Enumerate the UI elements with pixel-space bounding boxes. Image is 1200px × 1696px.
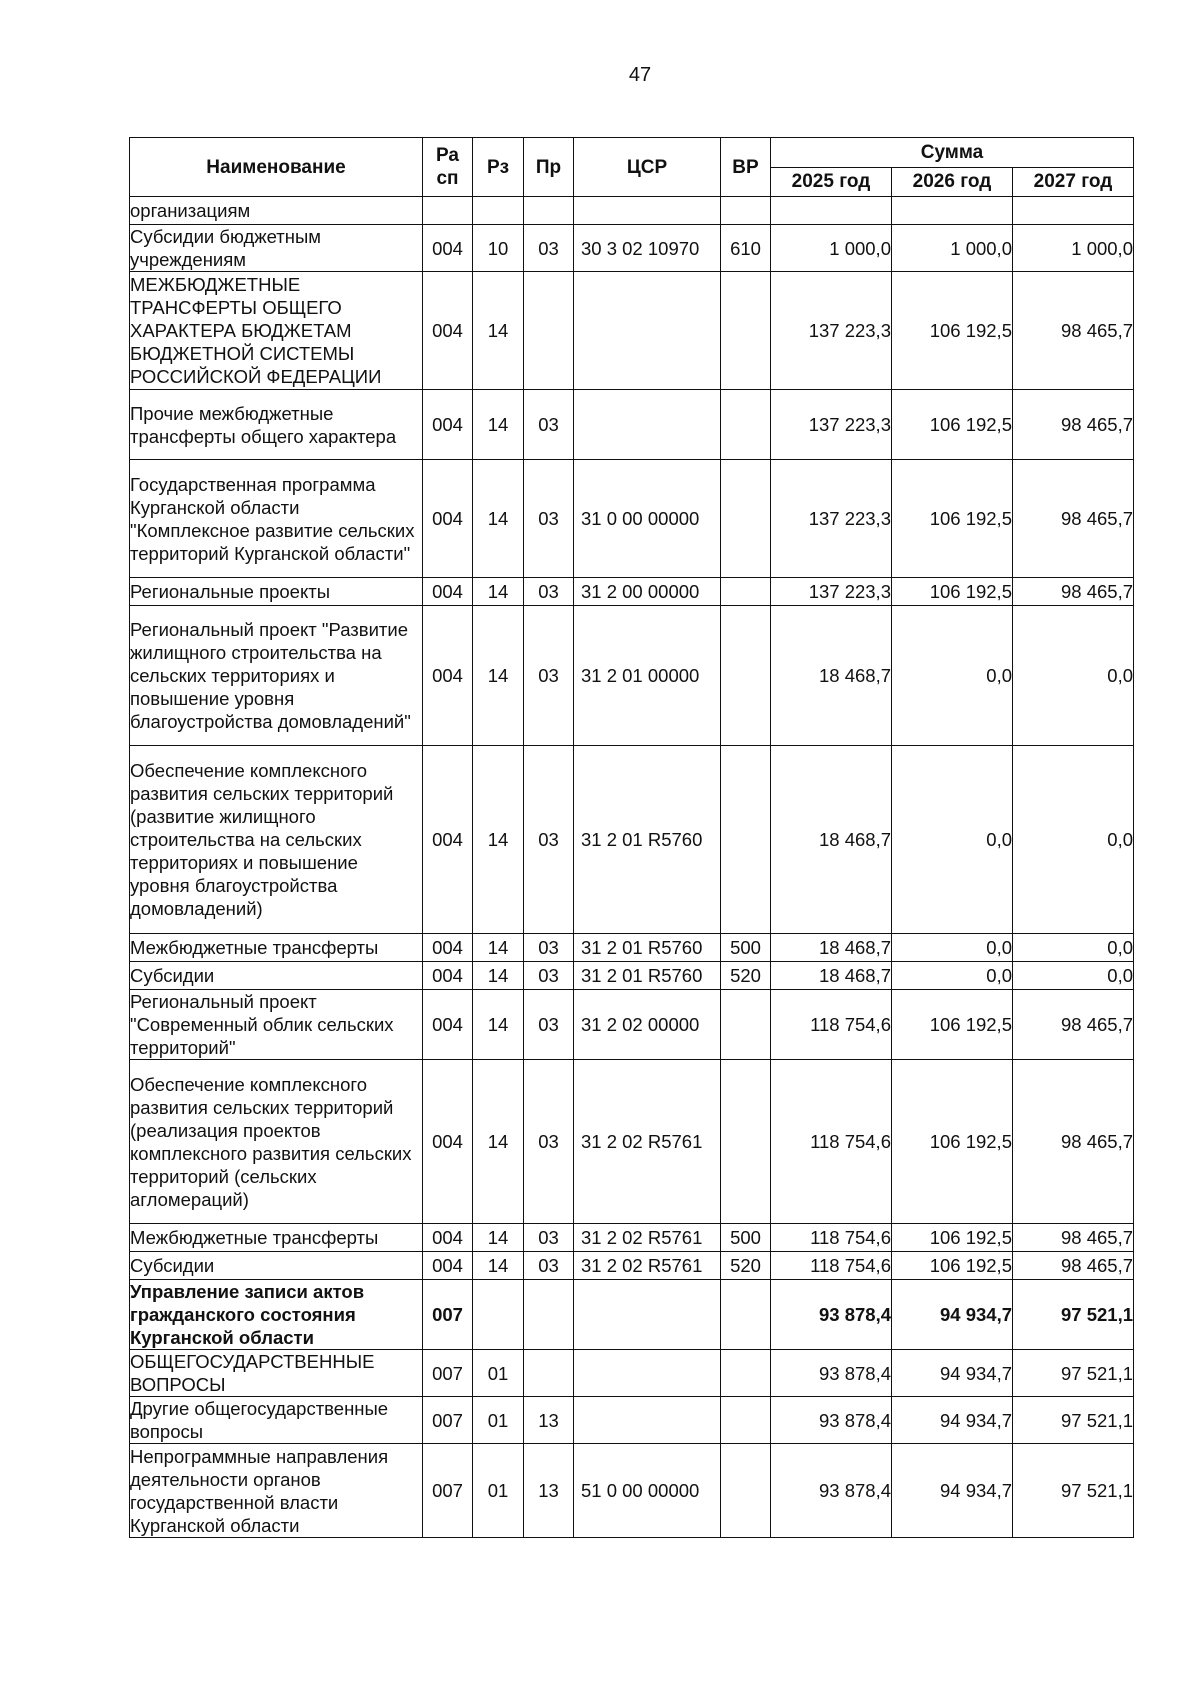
cell-y2026: 106 192,5: [892, 460, 1013, 578]
cell-y2027: 98 465,7: [1013, 460, 1134, 578]
cell-csr: 31 2 01 R5760: [574, 746, 721, 934]
table-row: [130, 390, 1134, 460]
cell-csr: 31 2 02 R5761: [574, 1224, 721, 1252]
cell-csr: 31 2 02 R5761: [574, 1060, 721, 1224]
cell-vr: [721, 1397, 771, 1444]
cell-y2026: 94 934,7: [892, 1280, 1013, 1350]
cell-y2026: 0,0: [892, 746, 1013, 934]
table-row: [130, 1224, 1134, 1252]
cell-csr: 31 2 00 00000: [574, 578, 721, 606]
header-rasp: Ра сп: [423, 138, 473, 197]
cell-y2027: 98 465,7: [1013, 1060, 1134, 1224]
cell-vr: [721, 746, 771, 934]
cell-y2025: 18 468,7: [771, 606, 892, 746]
cell-rasp: 007: [423, 1350, 473, 1397]
cell-vr: 500: [721, 1224, 771, 1252]
cell-y2027: 98 465,7: [1013, 990, 1134, 1060]
cell-name: Межбюджетные трансферты: [130, 1224, 423, 1252]
cell-rasp: 004: [423, 1224, 473, 1252]
cell-pr: 03: [524, 1224, 574, 1252]
header-year-2027: 2027 год: [1013, 167, 1134, 197]
cell-vr: 520: [721, 1252, 771, 1280]
cell-name: Другие общегосударственные вопросы: [130, 1397, 423, 1444]
table-row: [130, 225, 1134, 272]
cell-rasp: 004: [423, 1060, 473, 1224]
table-row: [130, 1350, 1134, 1397]
header-year-2026: 2026 год: [892, 167, 1013, 197]
table-row: [130, 460, 1134, 578]
cell-name: Управление записи актов гражданского состояния Курганской области: [130, 1280, 423, 1350]
table-header: [130, 138, 1134, 197]
table-row: [130, 1397, 1134, 1444]
cell-pr: 03: [524, 578, 574, 606]
table-row: [130, 272, 1134, 390]
cell-rasp: 004: [423, 934, 473, 962]
cell-y2026: 94 934,7: [892, 1444, 1013, 1538]
cell-csr: 31 2 01 R5760: [574, 962, 721, 990]
cell-rasp: 004: [423, 460, 473, 578]
cell-name: Обеспечение комплексного развития сельских территорий (реализация проектов комплексного развития сельских территорий (сельских агломераций): [130, 1060, 423, 1224]
cell-rasp: 004: [423, 606, 473, 746]
cell-y2027: 98 465,7: [1013, 1252, 1134, 1280]
cell-y2026: 106 192,5: [892, 578, 1013, 606]
table-row: [130, 197, 1134, 225]
cell-name: Субсидии: [130, 1252, 423, 1280]
cell-rasp: 007: [423, 1444, 473, 1538]
cell-y2026: 106 192,5: [892, 990, 1013, 1060]
cell-y2026: 1 000,0: [892, 225, 1013, 272]
cell-rasp: 004: [423, 272, 473, 390]
header-pr: Пр: [524, 138, 574, 197]
header-rz: Рз: [473, 138, 524, 197]
cell-csr: [574, 1350, 721, 1397]
table-body: [130, 197, 1134, 1538]
cell-y2025: 118 754,6: [771, 1224, 892, 1252]
cell-csr: [574, 272, 721, 390]
cell-csr: 31 2 01 00000: [574, 606, 721, 746]
cell-rasp: 004: [423, 1252, 473, 1280]
cell-vr: 610: [721, 225, 771, 272]
cell-y2027: 98 465,7: [1013, 1224, 1134, 1252]
cell-vr: [721, 1060, 771, 1224]
cell-y2025: [771, 197, 892, 225]
cell-csr: [574, 1280, 721, 1350]
cell-name: Государственная программа Курганской области "Комплексное развитие сельских территорий Курганской области": [130, 460, 423, 578]
cell-y2027: 0,0: [1013, 934, 1134, 962]
cell-rz: 14: [473, 606, 524, 746]
header-vr: ВР: [721, 138, 771, 197]
cell-rasp: [423, 197, 473, 225]
table-row: [130, 746, 1134, 934]
cell-csr: [574, 1397, 721, 1444]
cell-y2025: 18 468,7: [771, 746, 892, 934]
cell-csr: 31 2 02 00000: [574, 990, 721, 1060]
cell-name: ОБЩЕГОСУДАРСТВЕННЫЕ ВОПРОСЫ: [130, 1350, 423, 1397]
cell-y2026: 106 192,5: [892, 1060, 1013, 1224]
cell-name: Региональный проект "Развитие жилищного строительства на сельских территориях и повышение уровня благоустройства домовладений": [130, 606, 423, 746]
cell-vr: [721, 606, 771, 746]
cell-y2026: 106 192,5: [892, 1224, 1013, 1252]
cell-y2025: 93 878,4: [771, 1444, 892, 1538]
cell-y2026: 0,0: [892, 962, 1013, 990]
cell-y2025: 118 754,6: [771, 990, 892, 1060]
table-row: [130, 962, 1134, 990]
cell-rz: 14: [473, 1224, 524, 1252]
table-row: [130, 1060, 1134, 1224]
cell-rz: 14: [473, 578, 524, 606]
cell-name: Прочие межбюджетные трансферты общего характера: [130, 390, 423, 460]
cell-y2026: 0,0: [892, 934, 1013, 962]
cell-y2025: 137 223,3: [771, 460, 892, 578]
cell-y2025: 118 754,6: [771, 1060, 892, 1224]
cell-vr: [721, 1350, 771, 1397]
cell-vr: [721, 1280, 771, 1350]
cell-rz: 01: [473, 1397, 524, 1444]
cell-name: Региональный проект "Современный облик сельских территорий": [130, 990, 423, 1060]
cell-csr: 31 2 02 R5761: [574, 1252, 721, 1280]
cell-y2027: 0,0: [1013, 606, 1134, 746]
cell-y2025: 93 878,4: [771, 1280, 892, 1350]
cell-pr: [524, 1350, 574, 1397]
cell-vr: [721, 272, 771, 390]
cell-name: организациям: [130, 197, 423, 225]
header-year-2025: 2025 год: [771, 167, 892, 197]
cell-rz: 14: [473, 746, 524, 934]
cell-rz: 14: [473, 390, 524, 460]
cell-rz: 01: [473, 1350, 524, 1397]
cell-vr: [721, 390, 771, 460]
cell-pr: 03: [524, 990, 574, 1060]
cell-vr: [721, 460, 771, 578]
cell-rasp: 004: [423, 746, 473, 934]
budget-table: [129, 137, 1134, 1538]
cell-rasp: 004: [423, 225, 473, 272]
table-row: [130, 1252, 1134, 1280]
cell-rz: 14: [473, 934, 524, 962]
cell-y2025: 1 000,0: [771, 225, 892, 272]
cell-name: Межбюджетные трансферты: [130, 934, 423, 962]
cell-y2027: [1013, 197, 1134, 225]
table-row: [130, 1444, 1134, 1538]
header-name: Наименование: [130, 138, 423, 197]
cell-csr: 31 2 01 R5760: [574, 934, 721, 962]
cell-y2027: 97 521,1: [1013, 1350, 1134, 1397]
cell-y2027: 98 465,7: [1013, 272, 1134, 390]
cell-y2027: 0,0: [1013, 962, 1134, 990]
cell-rasp: 007: [423, 1397, 473, 1444]
cell-rz: 14: [473, 1252, 524, 1280]
cell-rz: 01: [473, 1444, 524, 1538]
cell-y2027: 1 000,0: [1013, 225, 1134, 272]
cell-pr: 03: [524, 606, 574, 746]
cell-y2027: 97 521,1: [1013, 1397, 1134, 1444]
cell-rasp: 004: [423, 990, 473, 1060]
cell-y2026: 106 192,5: [892, 1252, 1013, 1280]
cell-pr: 03: [524, 962, 574, 990]
cell-name: Субсидии бюджетным учреждениям: [130, 225, 423, 272]
cell-y2025: 18 468,7: [771, 934, 892, 962]
cell-pr: [524, 272, 574, 390]
cell-vr: 500: [721, 934, 771, 962]
cell-name: Непрограммные направления деятельности органов государственной власти Курганской области: [130, 1444, 423, 1538]
cell-y2025: 137 223,3: [771, 390, 892, 460]
table-row: [130, 990, 1134, 1060]
cell-y2027: 98 465,7: [1013, 390, 1134, 460]
cell-name: Субсидии: [130, 962, 423, 990]
cell-vr: 520: [721, 962, 771, 990]
cell-y2026: 94 934,7: [892, 1397, 1013, 1444]
cell-y2026: 0,0: [892, 606, 1013, 746]
cell-pr: 03: [524, 1060, 574, 1224]
cell-pr: 03: [524, 460, 574, 578]
cell-pr: 03: [524, 746, 574, 934]
cell-y2027: 97 521,1: [1013, 1444, 1134, 1538]
cell-csr: [574, 197, 721, 225]
cell-rz: [473, 197, 524, 225]
cell-y2025: 137 223,3: [771, 272, 892, 390]
cell-y2025: 137 223,3: [771, 578, 892, 606]
cell-y2026: 106 192,5: [892, 390, 1013, 460]
cell-vr: [721, 990, 771, 1060]
cell-vr: [721, 1444, 771, 1538]
table-row: [130, 934, 1134, 962]
page-number: 47: [628, 64, 652, 86]
cell-pr: 03: [524, 1252, 574, 1280]
cell-name: Обеспечение комплексного развития сельских территорий (развитие жилищного строительства на сельских территориях и повышение уровня благоустройства домовладений): [130, 746, 423, 934]
cell-vr: [721, 578, 771, 606]
cell-pr: 13: [524, 1444, 574, 1538]
cell-name: МЕЖБЮДЖЕТНЫЕ ТРАНСФЕРТЫ ОБЩЕГО ХАРАКТЕРА БЮДЖЕТАМ БЮДЖЕТНОЙ СИСТЕМЫ РОССИЙСКОЙ ФЕДЕРАЦИИ: [130, 272, 423, 390]
cell-rz: 14: [473, 962, 524, 990]
cell-csr: 30 3 02 10970: [574, 225, 721, 272]
cell-rz: 14: [473, 460, 524, 578]
cell-pr: 03: [524, 934, 574, 962]
cell-rz: 10: [473, 225, 524, 272]
cell-y2026: [892, 197, 1013, 225]
cell-y2026: 94 934,7: [892, 1350, 1013, 1397]
cell-rasp: 004: [423, 962, 473, 990]
cell-y2025: 18 468,7: [771, 962, 892, 990]
cell-csr: [574, 390, 721, 460]
cell-rz: [473, 1280, 524, 1350]
table-row: [130, 606, 1134, 746]
table-row: [130, 578, 1134, 606]
cell-name: Региональные проекты: [130, 578, 423, 606]
cell-vr: [721, 197, 771, 225]
cell-rz: 14: [473, 990, 524, 1060]
cell-rasp: 004: [423, 390, 473, 460]
cell-y2027: 97 521,1: [1013, 1280, 1134, 1350]
cell-y2025: 118 754,6: [771, 1252, 892, 1280]
cell-y2026: 106 192,5: [892, 272, 1013, 390]
cell-rasp: 004: [423, 578, 473, 606]
cell-y2025: 93 878,4: [771, 1350, 892, 1397]
cell-csr: 31 0 00 00000: [574, 460, 721, 578]
cell-rz: 14: [473, 272, 524, 390]
cell-pr: 13: [524, 1397, 574, 1444]
table-row: [130, 1280, 1134, 1350]
cell-pr: [524, 197, 574, 225]
cell-y2027: 0,0: [1013, 746, 1134, 934]
cell-pr: 03: [524, 225, 574, 272]
cell-pr: 03: [524, 390, 574, 460]
cell-pr: [524, 1280, 574, 1350]
cell-csr: 51 0 00 00000: [574, 1444, 721, 1538]
header-csr: ЦСР: [574, 138, 721, 197]
header-sum: Сумма: [771, 138, 1134, 168]
cell-rz: 14: [473, 1060, 524, 1224]
cell-y2025: 93 878,4: [771, 1397, 892, 1444]
cell-rasp: 007: [423, 1280, 473, 1350]
cell-y2027: 98 465,7: [1013, 578, 1134, 606]
